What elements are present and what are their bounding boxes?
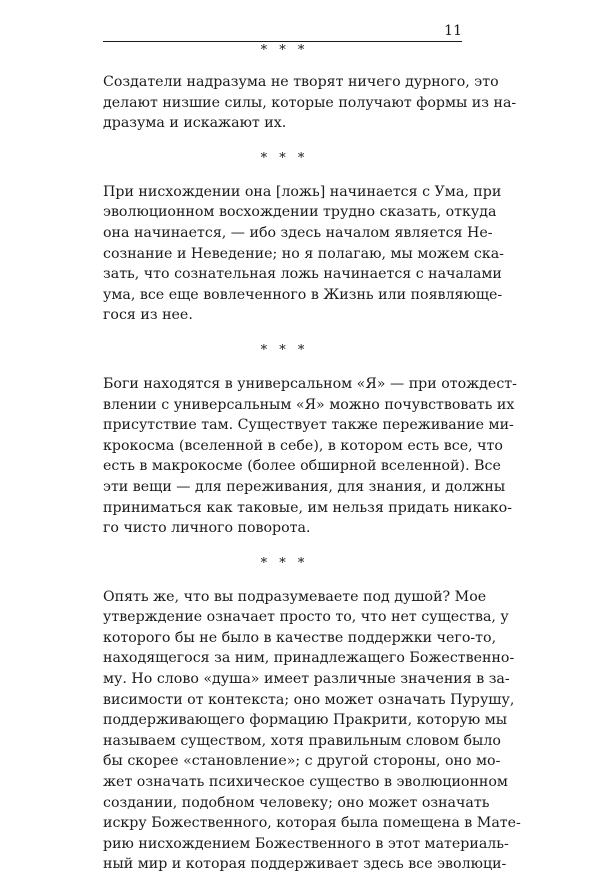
text-line: го чисто личного поворота. — [103, 520, 311, 537]
text-line: дразума и искажают их. — [103, 115, 287, 132]
text-line: она начинается, — ибо здесь началом является Не- — [103, 224, 493, 241]
text-line: делают низшие силы, которые получают формы из на- — [103, 94, 517, 111]
text-line: бы скорее «становление»; с другой стороны, оно мо- — [103, 753, 501, 770]
text-line: рию нисхождением Божественного в этот материаль- — [103, 835, 509, 852]
text-line: эти вещи — для переживания, для знания, и должны — [103, 478, 506, 495]
text-line: влении с универсальным «Я» можно почувствовать их — [103, 396, 515, 413]
text-line: искру Божественного, которая была помещена в Мате- — [103, 815, 521, 832]
paragraph — [103, 374, 517, 539]
text-line: гося из нее. — [103, 307, 193, 324]
text-line: эволюционном восхождении трудно сказать, откуда — [103, 204, 497, 221]
text-line: крокосма (вселенной в себе), в котором есть все, что — [103, 437, 503, 454]
paragraph — [103, 72, 517, 134]
section-separator: * * * — [260, 150, 309, 166]
text-line: Создатели надразума не творят ничего дурного, это — [103, 74, 499, 90]
page-number: 11 — [444, 23, 462, 39]
text-line: поддерживающего формацию Пракрити, которую мы — [103, 712, 508, 729]
text-line: жет означать психическое существо в эволюционном — [103, 774, 508, 791]
text-line: висимости от контекста; оно может означать Пурушу, — [103, 691, 515, 708]
text-line: При нисхождении она [ложь] начинается с Ума, при — [103, 183, 502, 200]
paragraph — [103, 587, 521, 875]
text-line: ный мир и которая поддерживает здесь все эволюци- — [103, 856, 507, 873]
text-line: Боги находятся в универсальном «Я» — при отождест- — [103, 375, 517, 392]
text-line: Опять же, что вы подразумеваете под душой? Мое — [103, 588, 487, 605]
text-line: находящегося за ним, принадлежащего Божественно- — [103, 650, 515, 667]
text-line: приниматься как таковые, им нельзя придать никако- — [103, 499, 512, 516]
text-line: ума, все еще вовлеченного в Жизнь или появляюще- — [103, 286, 503, 303]
section-separator: * * * — [260, 555, 309, 571]
text-line: утверждение означает просто то, что нет существа, у — [103, 609, 509, 626]
text-line: есть в макрокосме (более обширной вселенной). Все — [103, 458, 501, 475]
text-line: зать, что сознательная ложь начинается с началами — [103, 266, 502, 283]
section-separator: * * * — [260, 43, 309, 58]
text-line: называем существом, хотя правильным словом было — [103, 732, 501, 749]
text-line: присутствие там. Существует также переживание ми- — [103, 417, 514, 434]
text-line: создании, подобном человеку; оно может означать — [103, 794, 490, 811]
text-line: му. Но слово «душа» имеет различные значения в за- — [103, 671, 510, 688]
text-line: которого бы не было в качестве поддержки чего-то, — [103, 629, 497, 646]
paragraph — [103, 182, 504, 326]
section-separator: * * * — [260, 342, 309, 358]
text-line: сознание и Неведение; но я полагаю, мы можем ска- — [103, 245, 504, 262]
